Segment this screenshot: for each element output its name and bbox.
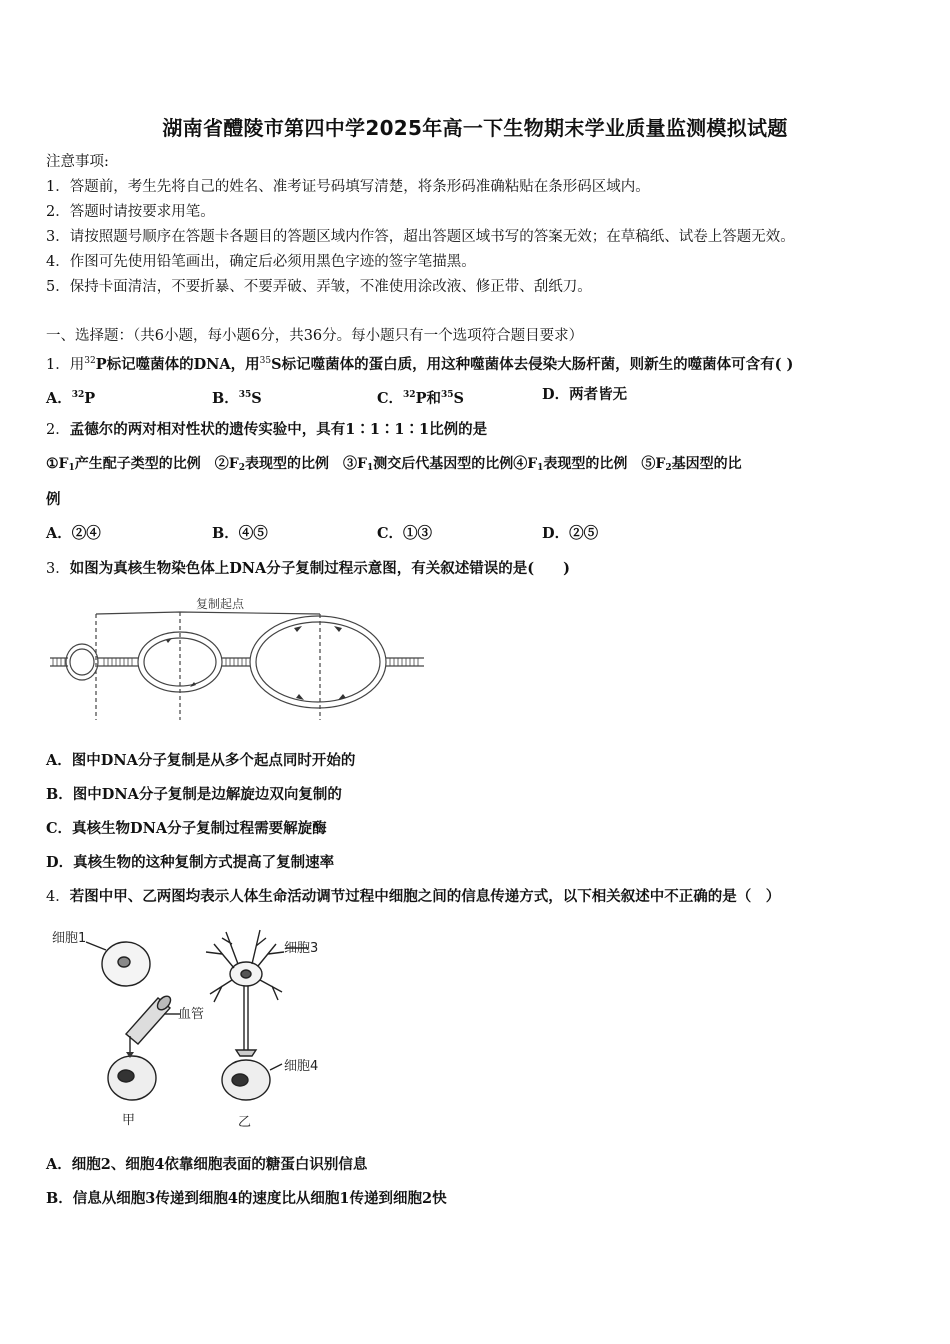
question-3-option-d[interactable]: D．真核生物的这种复制方式提高了复制速率 — [46, 854, 335, 871]
question-3-option-b[interactable]: B．图中DNA分子复制是边解旋边双向复制的 — [46, 786, 342, 803]
question-3-option-c[interactable]: C．真核生物DNA分子复制过程需要解旋酶 — [46, 820, 327, 837]
question-2-option-a[interactable]: A．②④ — [46, 525, 101, 542]
cell-4-label: 细胞4 — [284, 1059, 319, 1074]
question-number: 1． — [46, 357, 70, 373]
question-2-option-d[interactable]: D．②⑤ — [542, 525, 599, 542]
question-number: 4． — [46, 889, 70, 905]
question-4-option-b[interactable]: B．信息从细胞3传递到细胞4的速度比从细胞1传递到细胞2快 — [46, 1190, 447, 1207]
section-heading: 一、选择题：（共6小题，每小题6分，共36分。每小题只有一个选项符合题目要求） — [46, 328, 584, 344]
figure-jia-label: 甲 — [122, 1113, 136, 1128]
notice-heading: 注意事项: — [46, 154, 109, 170]
question-number: 2． — [46, 422, 70, 438]
cell-3-label: 细胞3 — [284, 941, 319, 956]
question-2-stem: 2．孟德尔的两对相对性状的遗传实验中，具有1∶1∶1∶1比例的是 — [46, 421, 488, 438]
question-number: 3． — [46, 561, 70, 577]
question-1-stem: 1．用$^{32}$P标记噬菌体的DNA，用$^{35}$S标记噬菌体的蛋白质，用这种噬菌体去侵染大肠杆菌，则新生的噬菌体可含有( ) — [46, 356, 794, 373]
question-2-items: $①F_1$产生配子类型的比例 $②F_2$表现型的比例 $③F_1$测交后代基因型的比例$④F_1$表现型的比例 $⑤F_2$基因型的比 — [46, 456, 742, 473]
question-2-option-b[interactable]: B．④⑤ — [212, 525, 268, 542]
question-4-option-a[interactable]: A．细胞2、细胞4依靠细胞表面的糖蛋白识别信息 — [46, 1156, 368, 1173]
replication-origin-label: 复制起点 — [196, 597, 245, 611]
blood-vessel-label: 血管 — [178, 1007, 205, 1022]
question-1-option-c[interactable]: C．$^{32}$P和$^{35}$S — [377, 390, 464, 407]
question-3-option-a[interactable]: A．图中DNA分子复制是从多个起点同时开始的 — [46, 752, 356, 769]
question-2-option-c[interactable]: C．①③ — [377, 525, 433, 542]
notice-item: 3．请按照题号顺序在答题卡各题目的答题区域内作答，超出答题区域书写的答案无效；在草稿纸、试卷上答题无效。 — [46, 229, 795, 245]
question-2-items-cont: 例 — [46, 491, 61, 508]
question-4-stem: 4．若图中甲、乙两图均表示人体生命活动调节过程中细胞之间的信息传递方式，以下相关叙述中不正确的是（ ） — [46, 888, 781, 905]
notice-item: 4．作图可先使用铅笔画出，确定后必须用黑色字迹的签字笔描黑。 — [46, 254, 476, 270]
question-1-option-b[interactable]: B．$^{35}$S — [212, 390, 262, 407]
page-title: 湖南省醴陵市第四中学2025年高一下生物期末学业质量监测模拟试题 — [162, 116, 788, 140]
figure-yi-label: 乙 — [238, 1115, 252, 1130]
notice-item: 5．保持卡面清洁，不要折暴、不要弄破、弄皱，不准使用涂改液、修正带、刮纸刀。 — [46, 279, 592, 295]
question-1-option-d[interactable]: D．两者皆无 — [542, 386, 628, 403]
cell-signaling-figure — [46, 924, 346, 1134]
dna-replication-figure — [46, 592, 436, 724]
cell-1-label: 细胞1 — [52, 931, 87, 946]
question-3-stem: 3．如图为真核生物染色体上DNA分子复制过程示意图，有关叙述错误的是( ) — [46, 560, 571, 577]
notice-item: 1．答题前，考生先将自己的姓名、准考证号码填写清楚，将条形码准确粘贴在条形码区域内。 — [46, 179, 650, 195]
question-1-option-a[interactable]: A．$^{32}$P — [46, 390, 96, 407]
notice-item: 2．答题时请按要求用笔。 — [46, 204, 215, 220]
